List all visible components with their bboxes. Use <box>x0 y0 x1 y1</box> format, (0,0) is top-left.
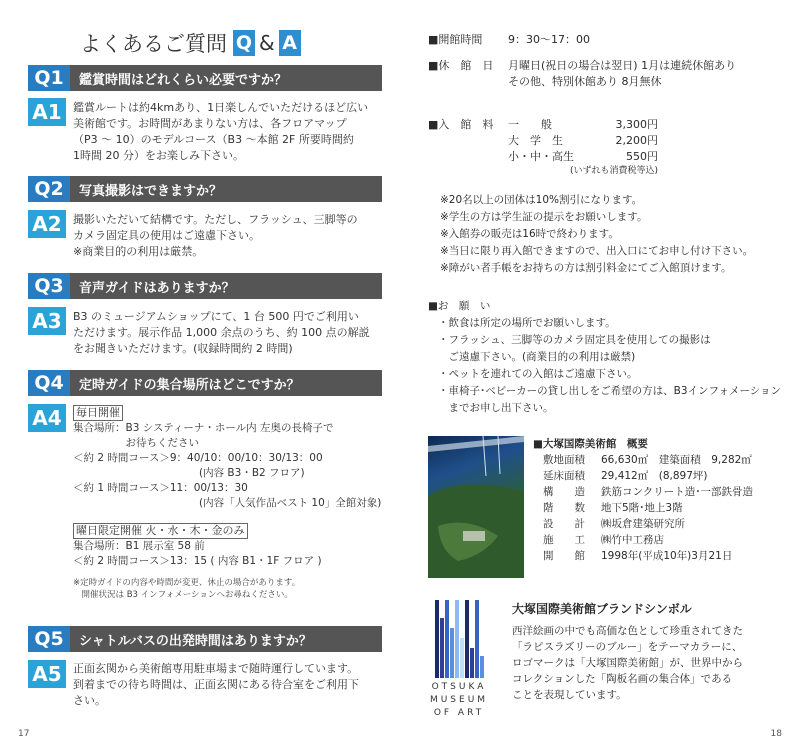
overview-value: 66,630㎡ 建築面積 9,282㎡ <box>601 454 752 466</box>
note-line: 開催状況は B3 インフォメーションへお尋ねください。 <box>73 590 293 600</box>
logo-bar <box>460 638 464 678</box>
overview-key: 階 数 <box>543 502 585 514</box>
q-tag: Q4 <box>28 370 70 396</box>
fee-price: 550円 <box>626 150 658 163</box>
answer-line: カメラ固定具の使用はご遠慮下さい。 <box>73 229 260 242</box>
closed-label: ■休 館 日 <box>428 59 494 72</box>
answer-line: 撮影いただいて結構です。ただし、フラッシュ、三脚等の <box>73 213 358 226</box>
request-line: までお申し出下さい。 <box>438 402 554 414</box>
answer-line: ※商業目的の利用は厳禁。 <box>73 245 204 258</box>
fee-category: 小・中・高生 <box>508 150 574 163</box>
museum-aerial-photo <box>428 436 524 578</box>
hours-value: 9：30～17：00 <box>508 33 590 46</box>
hours-row <box>428 32 590 48</box>
brand-line: 西洋絵画の中でも高価な色として珍重されてきた <box>512 625 743 637</box>
q-tag: Q5 <box>28 626 70 652</box>
answer-line: 美術館です。お時間があまりない方は、各フロアマップ <box>73 117 347 130</box>
brand-line: ことを表現しています。 <box>512 689 627 701</box>
logo-bars <box>428 600 490 678</box>
question-bar-2 <box>28 176 382 202</box>
answer-3 <box>73 309 383 357</box>
request-line: ご遠慮下さい。(商業目的の利用は厳禁) <box>438 351 636 363</box>
answer-line: さい。 <box>73 694 106 707</box>
answer-4 <box>73 405 383 601</box>
fee-price: 2,200円 <box>615 134 658 147</box>
request-line: ・フラッシュ、三脚等のカメラ固定具を使用しての撮影は <box>438 334 711 346</box>
overview <box>533 436 753 564</box>
fee-tax-note: (いずれも消費税等込) <box>569 166 658 176</box>
overview-row <box>543 468 753 484</box>
answer-2 <box>73 212 383 260</box>
answer-line: 集合場所：B3 システィーナ・ホール内 左奥の長椅子で <box>73 422 334 434</box>
brand-title: 大塚国際美術館ブランドシンボル <box>512 602 692 616</box>
question-text: 音声ガイドはありますか？ <box>79 280 235 296</box>
overview-value: 鉄筋コンクリート造･一部鉄骨造 <box>601 486 754 498</box>
title-ampersand: & <box>259 31 275 55</box>
answer-line: (内容 B3・B2 フロア) <box>73 467 305 479</box>
question-bar-5 <box>28 626 382 652</box>
logo-bar <box>455 600 459 678</box>
a-tag: A1 <box>28 98 66 126</box>
logo-bar <box>465 600 469 678</box>
title-text: よくあるご質問 <box>80 32 227 56</box>
overview-value: 地下5階･地上3階 <box>601 502 683 514</box>
daily-label: 毎日開催 <box>73 405 123 421</box>
logo-bar <box>480 656 484 678</box>
overview-key: 施 工 <box>543 534 585 546</box>
answer-line: 鑑賞ルートは約4kmあり、1日楽しんでいただけるほど広い <box>73 101 369 114</box>
logo-bar <box>435 600 439 678</box>
question-bar-4 <box>28 370 382 396</box>
answer-line: 正面玄関から美術館専用駐車場まで随時運行しています。 <box>73 662 359 675</box>
brand-line: コレクションした「陶板名画の集合体」である <box>512 673 733 685</box>
overview-row <box>543 452 753 468</box>
request-line: ・車椅子･ベビーカーの貸し出しをご希望の方は、B3インフォメーション <box>438 385 782 397</box>
fee-item <box>508 117 658 133</box>
fees-label: ■入 館 料 <box>428 118 494 131</box>
logo-line: OTSUKA <box>431 682 487 692</box>
answer-line: (内容「人気作品ベスト 10」全館対象) <box>73 497 382 509</box>
question-text: 定時ガイドの集合場所はどこですか？ <box>79 377 300 393</box>
note-line: ※学生の方は学生証の提示をお願いします。 <box>440 211 648 223</box>
note-line: ※障がい者手帳をお持ちの方は割引料金にてご入館頂けます。 <box>440 262 732 274</box>
overview-row <box>543 532 753 548</box>
overview-key: 延床面積 <box>543 470 585 482</box>
q-tag: Q1 <box>28 65 70 91</box>
logo-bar <box>450 628 454 678</box>
answer-line: B3 のミュージアムショップにて、1 台 500 円でご利用い <box>73 310 359 323</box>
note-line: ※20名以上の団体は10%割引になります。 <box>440 194 643 206</box>
answer-1 <box>73 100 383 164</box>
request-line: ・飲食は所定の場所でお願いします。 <box>438 317 616 329</box>
overview-value: 1998年(平成10年)3月21日 <box>601 550 733 562</box>
answer-line: 1時間 20 分）をお楽しみ下さい。 <box>73 149 244 162</box>
overview-row <box>543 484 753 500</box>
hours-label: ■開館時間 <box>428 33 483 46</box>
q-tag: Q2 <box>28 176 70 202</box>
page-number-right: 18 <box>770 729 782 739</box>
fee-category: 大 学 生 <box>508 134 563 147</box>
question-text: シャトルバスの出発時間はありますか？ <box>79 633 312 649</box>
answer-line: 集合場所：B1 展示室 58 前 <box>73 540 205 552</box>
title-q-badge: Q <box>233 30 255 56</box>
page-title <box>80 28 303 58</box>
limited-label: 曜日限定開催 火・水・木・金のみ <box>73 523 248 539</box>
overview-key: 開 館 <box>543 550 585 562</box>
question-bar-3 <box>28 273 382 299</box>
logo-text <box>428 681 490 720</box>
fee-category: 一 般 <box>508 118 552 131</box>
overview-value: ㈱竹中工務店 <box>601 534 664 546</box>
answer-line: をお聞きいただけます。(収録時間約 2 時間) <box>73 342 293 355</box>
logo-line: OF ART <box>433 708 485 718</box>
requests-label: ■お 願 い <box>428 300 491 312</box>
brand-line: 「ラピスラズリーのブルー」をテーマカラーに、 <box>512 641 743 653</box>
answer-line: ＜約 2 時間コース＞13：15 ( 内容 B1・1F フロア ) <box>73 555 322 567</box>
note-line: ※当日に限り再入館できますので、出入口にてお申し付け下さい。 <box>440 245 754 257</box>
photo-illustration <box>428 436 524 578</box>
fee-item <box>508 133 658 149</box>
a-tag: A3 <box>28 307 66 335</box>
overview-key: 設 計 <box>543 518 585 530</box>
page-number-left: 17 <box>18 729 30 739</box>
answer-line: お待ちください <box>73 437 199 449</box>
overview-key: 構 造 <box>543 486 585 498</box>
q-tag: Q3 <box>28 273 70 299</box>
logo-bar <box>475 600 479 678</box>
overview-key: 敷地面積 <box>543 454 585 466</box>
fees-row <box>428 117 658 178</box>
a-tag: A4 <box>28 404 66 432</box>
brand-line: ロゴマークは「大塚国際美術館」が、世界中から <box>512 657 743 669</box>
answer-5 <box>73 661 383 709</box>
question-text: 鑑賞時間はどれくらい必要ですか？ <box>79 72 288 88</box>
a-tag: A5 <box>28 660 66 688</box>
brand-section <box>512 600 782 703</box>
title-a-badge: A <box>279 30 301 56</box>
overview-value: ㈱坂倉建築研究所 <box>601 518 685 530</box>
answer-line: ＜約 2 時間コース＞9：40/10：00/10：30/13：00 <box>73 452 323 464</box>
overview-value: 29,412㎡ (8,897坪) <box>601 470 708 482</box>
fee-price: 3,300円 <box>615 118 658 131</box>
closed-line: 月曜日(祝日の場合は翌日) 1月は連続休館あり <box>508 59 737 72</box>
answer-line: ＜約 1 時間コース＞11：00/13：30 <box>73 482 248 494</box>
fee-item <box>508 149 658 165</box>
answer-line: （P3 ～ 10）のモデルコース（B3 ～本館 2F 所要時間約 <box>73 133 354 146</box>
request-line: ・ペットを連れての入館はご遠慮下さい。 <box>438 368 638 380</box>
question-text: 写真撮影はできますか？ <box>79 183 223 199</box>
logo-line: MUSEUM <box>429 695 489 705</box>
answer-line: 到着までの待ち時間は、正面玄関にある待合室をご利用下 <box>73 678 359 691</box>
closed-line: その他、特別休館あり 8月無休 <box>508 75 662 88</box>
museum-logo <box>428 600 490 720</box>
overview-row <box>543 548 753 564</box>
overview-row <box>543 500 753 516</box>
overview-row <box>543 516 753 532</box>
answer-line: ただけます。展示作品 1,000 余点のうち、約 100 点の解説 <box>73 326 370 339</box>
fee-notes <box>440 192 753 277</box>
a-tag: A2 <box>28 210 66 238</box>
requests <box>428 298 781 417</box>
note-line: ※定時ガイドの内容や時間が変更、休止の場合があります。 <box>73 578 301 588</box>
logo-bar <box>470 648 474 678</box>
overview-title: ■大塚国際美術館 概要 <box>533 438 648 450</box>
logo-bar <box>440 618 444 678</box>
logo-bar <box>445 600 449 678</box>
closed-row <box>428 58 736 90</box>
question-bar-1 <box>28 65 382 91</box>
note-line: ※入館券の販売は16時で終わります。 <box>440 228 619 240</box>
